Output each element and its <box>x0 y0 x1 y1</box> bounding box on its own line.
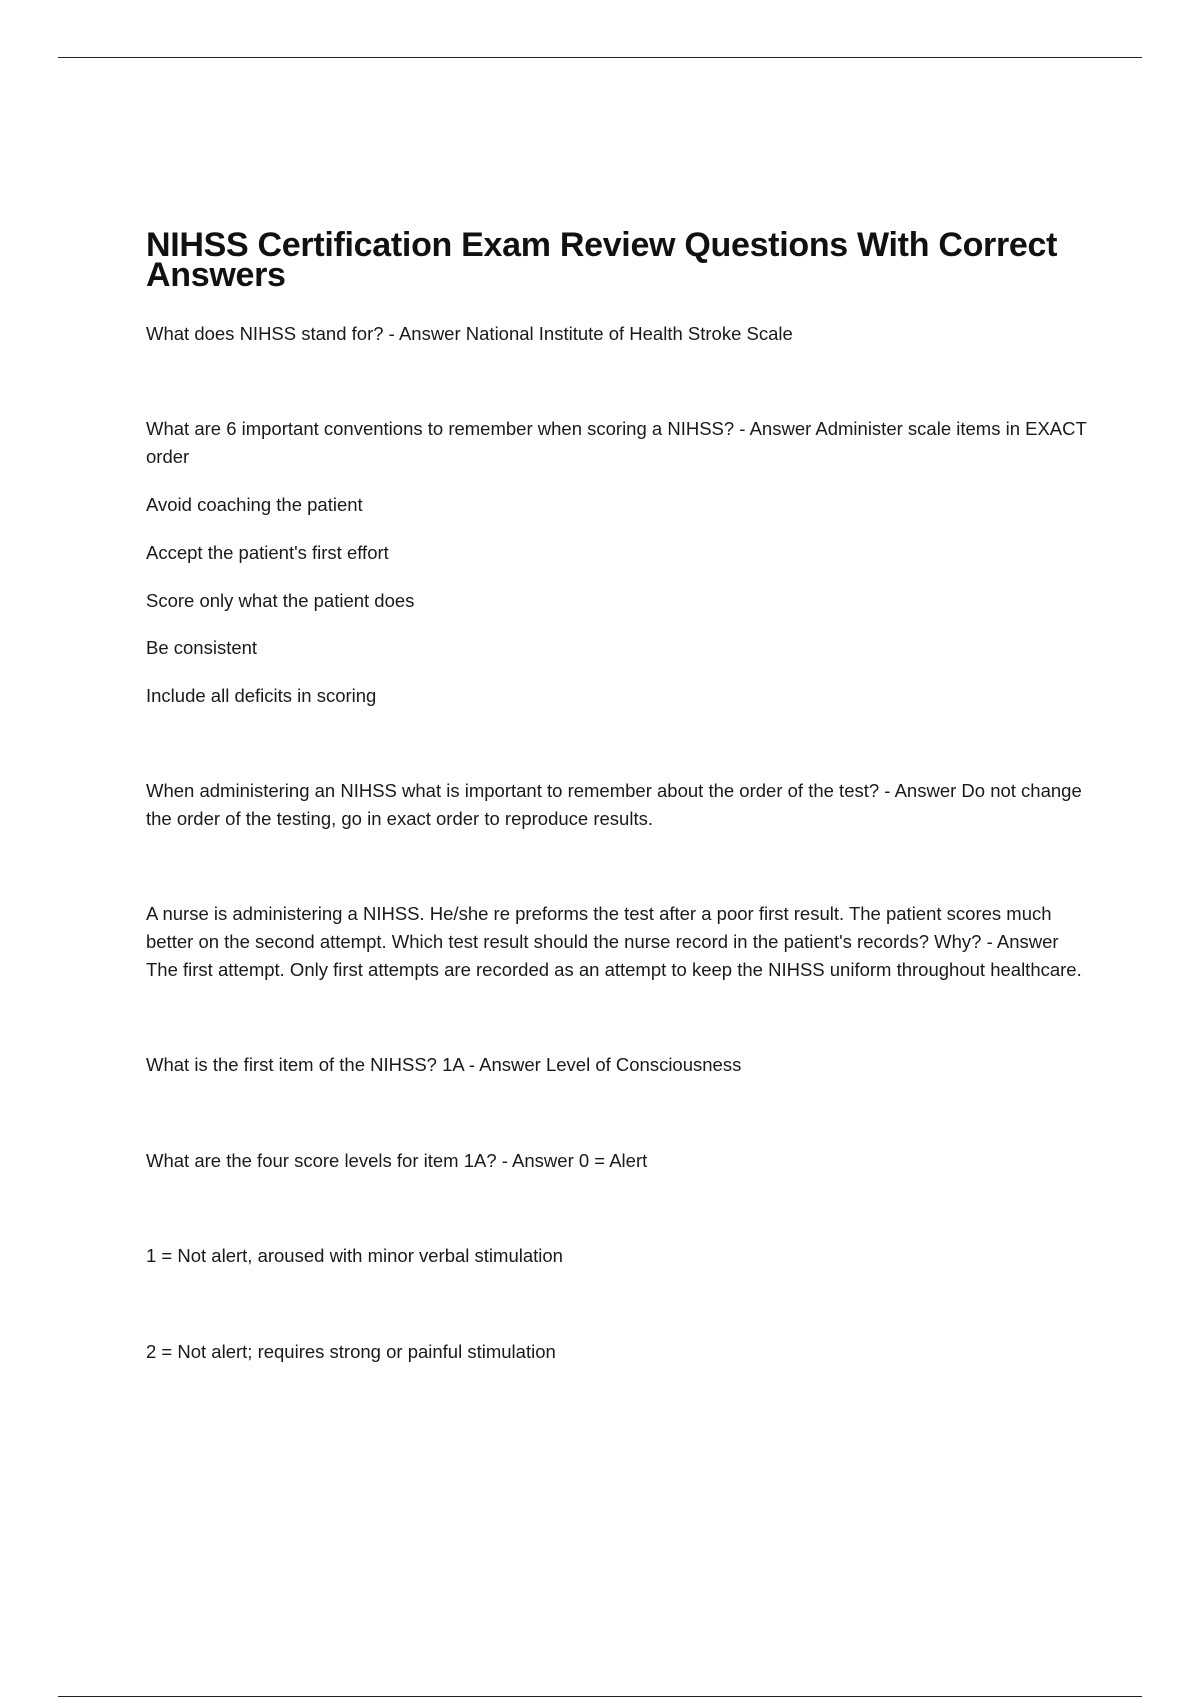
qa-item: What are the four score levels for item 1A? - Answer 0 = Alert <box>146 1150 648 1171</box>
footer-rule <box>58 1696 1142 1697</box>
document-title: NIHSS Certification Exam Review Questions With Correct Answers <box>146 226 1058 294</box>
qa-item: What are 6 important conventions to remember when scoring a NIHSS? - Answer Administer scale items in EXACT order <box>146 418 1087 467</box>
qa-item: 2 = Not alert; requires strong or painful stimulation <box>146 1341 556 1362</box>
qa-item: What is the first item of the NIHSS? 1A - Answer Level of Consciousness <box>146 1054 742 1075</box>
qa-item-line: Include all deficits in scoring <box>146 685 377 706</box>
qa-item-line: Accept the patient's first effort <box>146 542 389 563</box>
qa-item: A nurse is administering a NIHSS. He/she re preforms the test after a poor first result. The patient scores much better on the second attempt. Which test result should the nurse record in the patient's records? Why? - Answer The first attempt. Only first attempts are recorded as an attempt to keep the NIHSS uniform throughout healthcare. <box>146 903 1082 980</box>
qa-item-line: Avoid coaching the patient <box>146 494 363 515</box>
qa-item: When administering an NIHSS what is important to remember about the order of the test? - Answer Do not change the order of the testing, go in exact order to reproduce results. <box>146 780 1082 829</box>
qa-item: What does NIHSS stand for? - Answer National Institute of Health Stroke Scale <box>146 323 793 344</box>
qa-item-line: Be consistent <box>146 637 258 658</box>
document-body <box>146 226 1091 1366</box>
qa-item: 1 = Not alert, aroused with minor verbal stimulation <box>146 1245 563 1266</box>
header-rule <box>58 57 1142 58</box>
qa-item-line: Score only what the patient does <box>146 590 415 611</box>
